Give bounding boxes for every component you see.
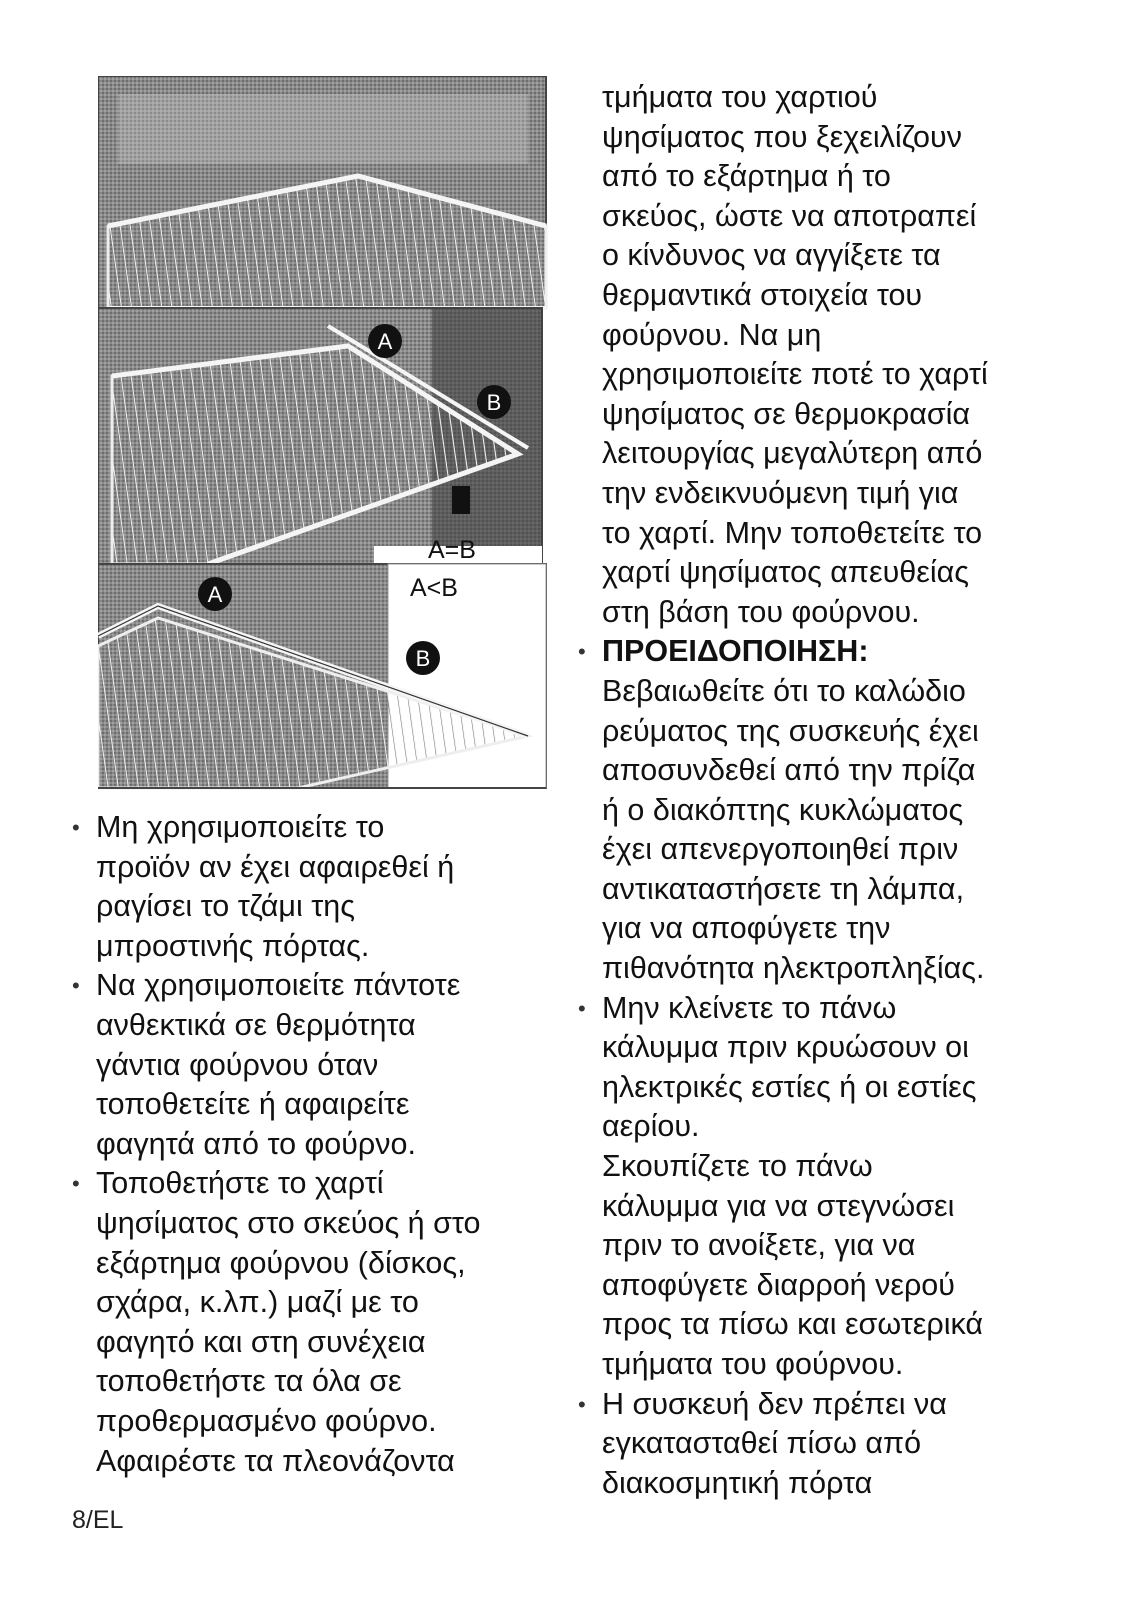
text-line: αποφύγετε διαρροή νερού — [602, 1267, 955, 1302]
text-line: Βεβαιωθείτε ότι το καλώδιο — [602, 673, 966, 708]
text-line: αερίου. — [602, 1109, 700, 1144]
text-line: το χαρτί. Μην τοποθετείτε το — [602, 515, 983, 550]
text-line: φαγητά από το φούρνο. — [96, 1126, 416, 1161]
label-a-middle — [368, 324, 402, 358]
text-line: λειτουργίας μεγαλύτερη από — [602, 436, 983, 471]
text-line: για να αποφύγετε την — [602, 911, 891, 946]
text-line: τοποθετείτε ή αφαιρείτε — [96, 1087, 410, 1122]
text-line: χαρτί ψησίματος απευθείας — [602, 555, 969, 590]
text-line: προθερμασμένο φούρνο. — [96, 1403, 437, 1438]
text-line: ψησίματος που ξεχειλίζουν — [602, 119, 962, 154]
text-line: τοποθετήστε τα όλα σε — [96, 1364, 402, 1399]
text-line: πριν το ανοίξετε, για να — [602, 1228, 916, 1263]
text-line: θερμαντικά στοιχεία του — [602, 277, 923, 312]
panel-bottom — [98, 564, 546, 788]
bullet-front-door-glass — [70, 808, 570, 966]
text-line: ο κίνδυνος να αγγίξετε τα — [602, 238, 941, 273]
text-line: φούρνου. Να μη — [602, 317, 822, 352]
text-line: προϊόν αν έχει αφαιρεθεί ή — [96, 849, 455, 884]
text-line: φαγητό και στη συνέχεια — [96, 1324, 426, 1359]
text-line: πιθανότητα ηλεκτροπληξίας. — [602, 951, 985, 986]
page-number: 8/EL — [72, 1506, 124, 1534]
text-line: μπροστινής πόρτας. — [96, 928, 370, 963]
panel-middle — [98, 308, 542, 564]
text-line: κάλυμμα για να στεγνώσει — [602, 1188, 955, 1223]
svg-text:A: A — [377, 329, 393, 354]
text-line: γάντια φούρνου όταν — [96, 1047, 379, 1082]
oven-shelf-illustration — [98, 76, 556, 798]
bullet-top-cover — [576, 989, 1086, 1385]
text-line: προς τα πίσω και εσωτερικά — [602, 1307, 984, 1342]
text-line: τμήματα του χαρτιού — [602, 80, 878, 114]
text-line: • Μη χρησιμοποιείτε το — [96, 810, 385, 844]
text-line: χρησιμοποιείτε ποτέ το χαρτί — [602, 357, 988, 392]
label-b-bottom — [406, 641, 440, 675]
text-line: ψησίματος σε θερμοκρασία — [602, 396, 971, 431]
svg-text:B: B — [486, 390, 502, 415]
text-line: στη βάση του φούρνου. — [602, 594, 920, 629]
text-line: εγκατασταθεί πίσω από — [602, 1426, 922, 1461]
text-line: ηλεκτρικές εστίες ή οι εστίες — [602, 1069, 977, 1104]
right-column — [576, 78, 1086, 1503]
label-b-middle — [477, 385, 511, 419]
text-line: την ενδεικνυόμενη τιμή για — [602, 475, 959, 510]
label-a-equals-b: A=B — [428, 536, 476, 564]
text-line: αποσυνδεθεί από την πρίζα — [602, 753, 976, 788]
label-a-less-than-b: A<B — [410, 574, 458, 602]
label-a-bottom — [198, 577, 232, 611]
warning-heading: • ΠΡΟΕΙΔΟΠΟΙΗΣΗ: — [602, 634, 869, 669]
bullet-oven-gloves — [70, 966, 570, 1164]
text-line: ρεύματος της συσκευής έχει — [602, 713, 979, 748]
bullet-warning-lamp — [576, 632, 1086, 988]
left-column — [70, 808, 570, 1481]
text-line: διακοσμητική πόρτα — [602, 1465, 873, 1500]
text-line: ψησίματος στο σκεύος ή στο — [96, 1205, 481, 1240]
text-line: • Τοποθετήστε το χαρτί — [96, 1166, 384, 1201]
text-line: • Μην κλείνετε το πάνω — [602, 990, 897, 1025]
text-line: • Η συσκευή δεν πρέπει να — [602, 1386, 947, 1421]
text-line: Αφαιρέστε τα πλεονάζοντα — [96, 1443, 455, 1478]
text-line: τμήματα του φούρνου. — [602, 1347, 904, 1381]
text-line: σχάρα, κ.λπ.) μαζί με το — [96, 1285, 419, 1320]
svg-text:B: B — [415, 646, 431, 671]
text-line: κάλυμμα πριν κρυώσουν οι — [602, 1030, 969, 1065]
bullet-baking-paper — [70, 1164, 570, 1481]
text-line: σκεύος, ώστε να αποτραπεί — [602, 198, 977, 233]
bullet-decorative-door — [576, 1385, 1086, 1504]
text-line: αντικαταστήσετε τη λάμπα, — [602, 871, 965, 906]
left-bullet-list — [70, 808, 570, 1481]
text-line: ή ο διακόπτης κυκλώματος — [602, 792, 964, 827]
panel-top — [98, 76, 546, 308]
text-line: από το εξάρτημα ή το — [602, 159, 891, 194]
text-line: ανθεκτικά σε θερμότητα — [96, 1007, 416, 1042]
right-bullet-list — [576, 632, 1086, 1503]
text-line: Σκουπίζετε το πάνω — [602, 1149, 873, 1184]
text-line: • Να χρησιμοποιείτε πάντοτε — [96, 968, 461, 1003]
svg-text:A: A — [207, 582, 223, 607]
text-line: έχει απενεργοποιηθεί πριν — [602, 832, 959, 867]
text-line: εξάρτημα φούρνου (δίσκος, — [96, 1245, 466, 1280]
baking-paper-continuation — [576, 78, 1086, 632]
text-line: ραγίσει το τζάμι της — [96, 889, 355, 924]
